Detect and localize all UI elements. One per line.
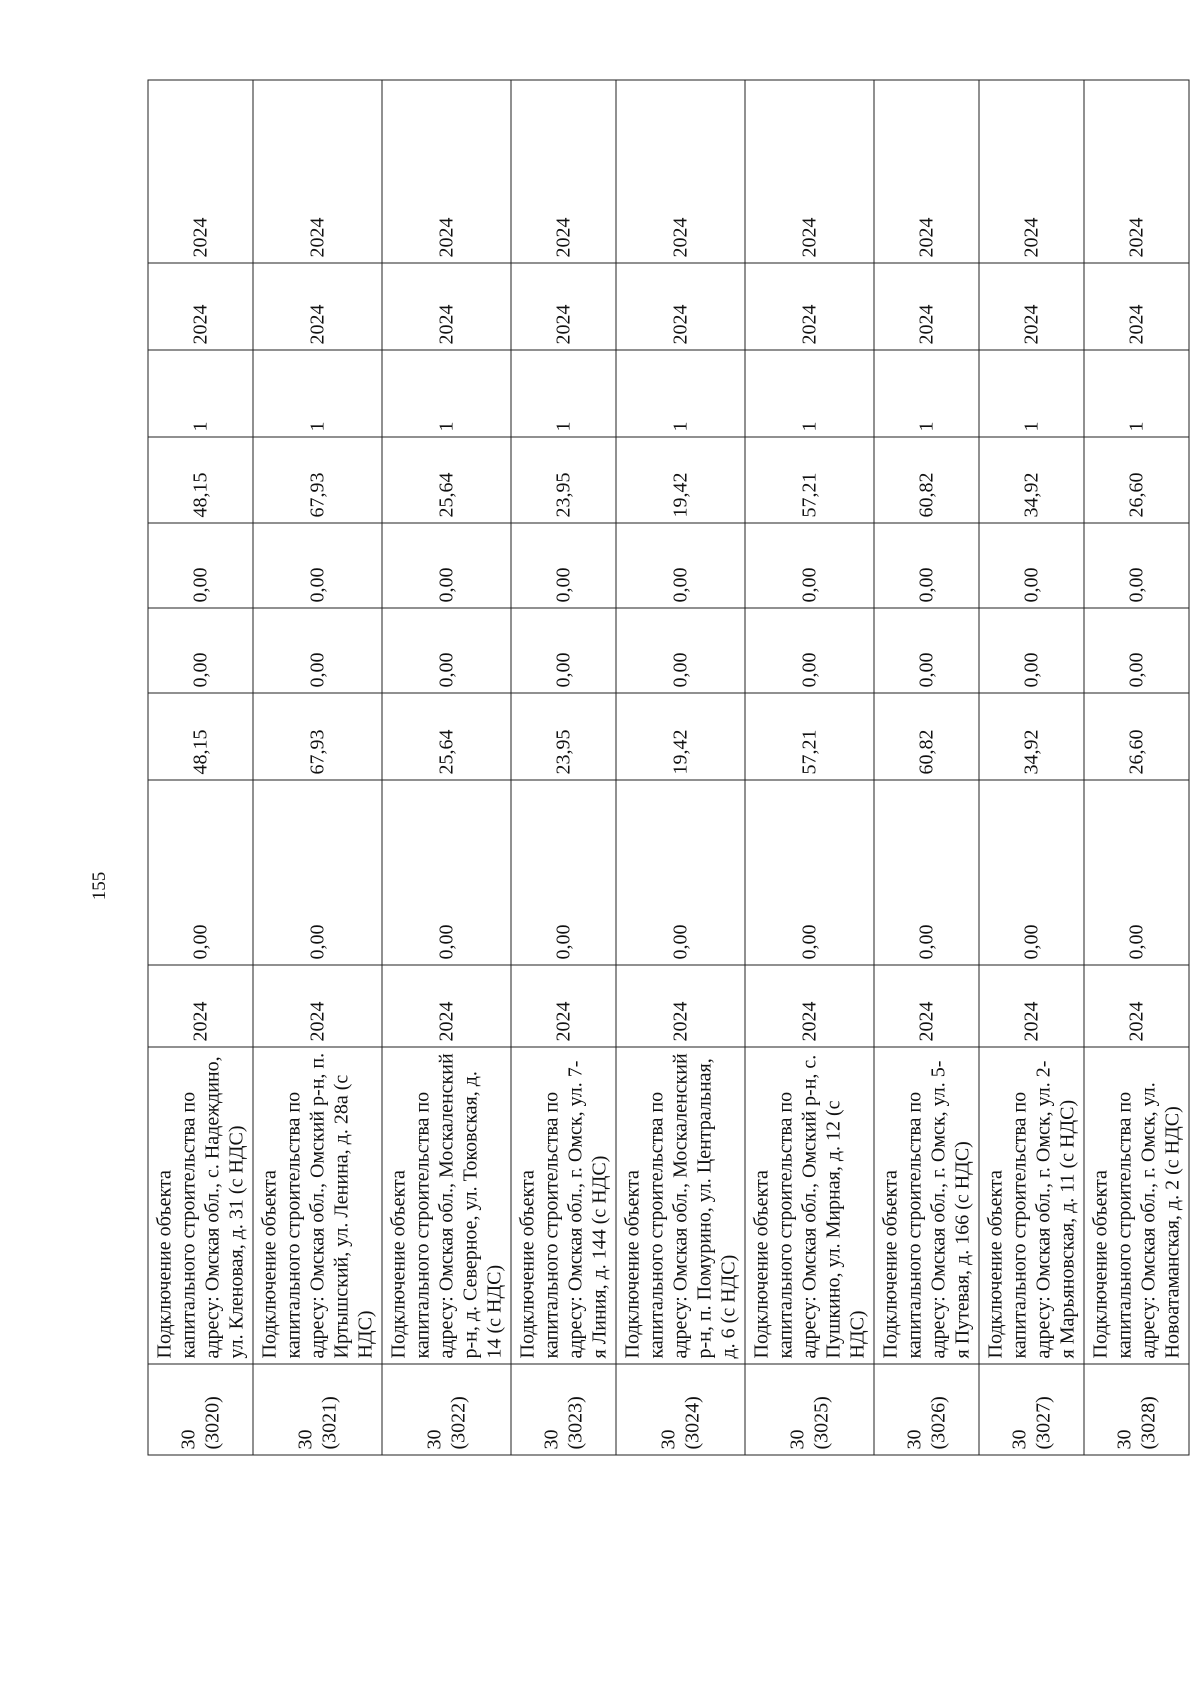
value-cell: 2024 (616, 80, 745, 263)
row-number-cell (745, 1364, 874, 1455)
value-cell: 23,95 (511, 693, 616, 780)
row-number: 30 (786, 1429, 808, 1449)
value-cell: 0,00 (1084, 608, 1189, 693)
row-number: 30 (657, 1429, 679, 1449)
value-cell: 2024 (874, 263, 979, 350)
row-description: Подключение объекта капитального строительства по адресу: Омская обл., г. Омск, ул. 5-я Путевая, д. 166 (с НДС) (874, 1047, 979, 1364)
value-cell: 2024 (874, 80, 979, 263)
value-cell: 0,00 (253, 780, 382, 965)
value-cell: 2024 (745, 965, 874, 1047)
value-cell: 0,00 (253, 523, 382, 608)
value-cell: 60,82 (874, 437, 979, 523)
value-cell: 25,64 (382, 437, 511, 523)
value-cell: 0,00 (382, 780, 511, 965)
value-cell: 2024 (745, 263, 874, 350)
row-number: 30 (540, 1429, 562, 1449)
value-cell: 1 (148, 350, 253, 437)
value-cell: 0,00 (616, 523, 745, 608)
value-cell: 2024 (616, 263, 745, 350)
table-row (616, 80, 745, 1455)
value-cell: 2024 (745, 80, 874, 263)
value-cell: 34,92 (979, 437, 1084, 523)
row-number: 30 (177, 1429, 199, 1449)
row-description: Подключение объекта капитального строительства по адресу: Омская обл., г. Омск, ул. 7-я Линия, д. 144 (с НДС) (511, 1047, 616, 1364)
value-cell: 0,00 (148, 780, 253, 965)
page-number: 155 (89, 871, 110, 901)
value-cell: 1 (616, 350, 745, 437)
row-code: (3026) (927, 1395, 949, 1449)
value-cell: 2024 (148, 263, 253, 350)
value-cell: 1 (745, 350, 874, 437)
value-cell: 0,00 (148, 523, 253, 608)
row-code: (3027) (1032, 1395, 1054, 1449)
value-cell: 60,82 (874, 693, 979, 780)
value-cell: 0,00 (745, 523, 874, 608)
value-cell: 1 (874, 350, 979, 437)
value-cell: 25,64 (382, 693, 511, 780)
value-cell: 0,00 (511, 780, 616, 965)
value-cell: 48,15 (148, 437, 253, 523)
table-row (148, 80, 253, 1455)
value-cell: 2024 (511, 263, 616, 350)
value-cell: 2024 (382, 965, 511, 1047)
value-cell: 0,00 (1084, 780, 1189, 965)
row-description: Подключение объекта капитального строительства по адресу: Омская обл., Омский р-н, п. Иртышский, ул. Ленина, д. 28а (с НДС) (253, 1047, 382, 1364)
value-cell: 0,00 (382, 608, 511, 693)
value-cell: 57,21 (745, 437, 874, 523)
row-code: (3022) (447, 1395, 469, 1449)
value-cell: 1 (979, 350, 1084, 437)
value-cell: 2024 (148, 965, 253, 1047)
value-cell: 2024 (1084, 80, 1189, 263)
investment-table (147, 79, 1189, 1455)
value-cell: 2024 (253, 263, 382, 350)
value-cell: 2024 (979, 80, 1084, 263)
row-code: (3023) (564, 1395, 586, 1449)
value-cell: 0,00 (148, 608, 253, 693)
row-number-cell (253, 1364, 382, 1455)
value-cell: 0,00 (616, 608, 745, 693)
value-cell: 2024 (382, 263, 511, 350)
value-cell: 67,93 (253, 437, 382, 523)
value-cell: 0,00 (874, 523, 979, 608)
value-cell: 0,00 (979, 523, 1084, 608)
value-cell: 0,00 (382, 523, 511, 608)
value-cell: 19,42 (616, 693, 745, 780)
row-number-cell (1084, 1364, 1189, 1455)
value-cell: 2024 (616, 965, 745, 1047)
row-number: 30 (903, 1429, 925, 1449)
value-cell: 0,00 (616, 780, 745, 965)
value-cell: 1 (253, 350, 382, 437)
value-cell: 2024 (253, 80, 382, 263)
table-row (979, 80, 1084, 1455)
table-row (1084, 80, 1189, 1455)
value-cell: 0,00 (874, 780, 979, 965)
table-row (382, 80, 511, 1455)
row-number: 30 (1008, 1429, 1030, 1449)
table-row (745, 80, 874, 1455)
value-cell: 0,00 (511, 523, 616, 608)
value-cell: 0,00 (874, 608, 979, 693)
row-number-cell (148, 1364, 253, 1455)
value-cell: 57,21 (745, 693, 874, 780)
value-cell: 2024 (1084, 263, 1189, 350)
value-cell: 67,93 (253, 693, 382, 780)
value-cell: 2024 (979, 263, 1084, 350)
value-cell: 1 (382, 350, 511, 437)
value-cell: 0,00 (745, 780, 874, 965)
value-cell: 0,00 (511, 608, 616, 693)
value-cell: 26,60 (1084, 693, 1189, 780)
table-container (147, 80, 1183, 1455)
row-number-cell (382, 1364, 511, 1455)
table-row (874, 80, 979, 1455)
value-cell: 2024 (382, 80, 511, 263)
row-description: Подключение объекта капитального строительства по адресу: Омская обл., Омский р-н, с. Пушкино, ул. Мирная, д. 12 (с НДС) (745, 1047, 874, 1364)
row-code: (3021) (318, 1395, 340, 1449)
row-code: (3024) (681, 1395, 703, 1449)
row-description: Подключение объекта капитального строительства по адресу: Омская обл., Москаленский р-н, п. Помурино, ул. Центральная, д. 6 (с НДС) (616, 1047, 745, 1364)
value-cell: 48,15 (148, 693, 253, 780)
row-number: 30 (294, 1429, 316, 1449)
value-cell: 2024 (148, 80, 253, 263)
row-description: Подключение объекта капитального строительства по адресу: Омская обл., Москаленский р-н, д. Северное, ул. Токовская, д. 14 (с НДС) (382, 1047, 511, 1364)
value-cell: 0,00 (1084, 523, 1189, 608)
value-cell: 1 (511, 350, 616, 437)
value-cell: 19,42 (616, 437, 745, 523)
value-cell: 2024 (511, 80, 616, 263)
value-cell: 0,00 (979, 780, 1084, 965)
value-cell: 2024 (874, 965, 979, 1047)
row-number: 30 (423, 1429, 445, 1449)
value-cell: 1 (1084, 350, 1189, 437)
row-number: 30 (1113, 1429, 1135, 1449)
value-cell: 0,00 (745, 608, 874, 693)
value-cell: 2024 (253, 965, 382, 1047)
row-description: Подключение объекта капитального строительства по адресу: Омская обл., г. Омск, ул. 2-я Марьяновская, д. 11 (с НДС) (979, 1047, 1084, 1364)
row-code: (3020) (201, 1395, 223, 1449)
value-cell: 0,00 (979, 608, 1084, 693)
row-description: Подключение объекта капитального строительства по адресу: Омская обл., г. Омск, ул. Новоатаманская, д. 2 (с НДС) (1084, 1047, 1189, 1364)
row-number-cell (511, 1364, 616, 1455)
table-row (511, 80, 616, 1455)
value-cell: 26,60 (1084, 437, 1189, 523)
value-cell: 34,92 (979, 693, 1084, 780)
value-cell: 23,95 (511, 437, 616, 523)
row-description: Подключение объекта капитального строительства по адресу: Омская обл., с. Надеждино, ул. Кленовая, д. 31 (с НДС) (148, 1047, 253, 1364)
row-number-cell (874, 1364, 979, 1455)
value-cell: 0,00 (253, 608, 382, 693)
row-code: (3028) (1137, 1395, 1159, 1449)
value-cell: 2024 (511, 965, 616, 1047)
table-row (253, 80, 382, 1455)
value-cell: 2024 (979, 965, 1084, 1047)
row-number-cell (979, 1364, 1084, 1455)
row-code: (3025) (810, 1395, 832, 1449)
value-cell: 2024 (1084, 965, 1189, 1047)
row-number-cell (616, 1364, 745, 1455)
